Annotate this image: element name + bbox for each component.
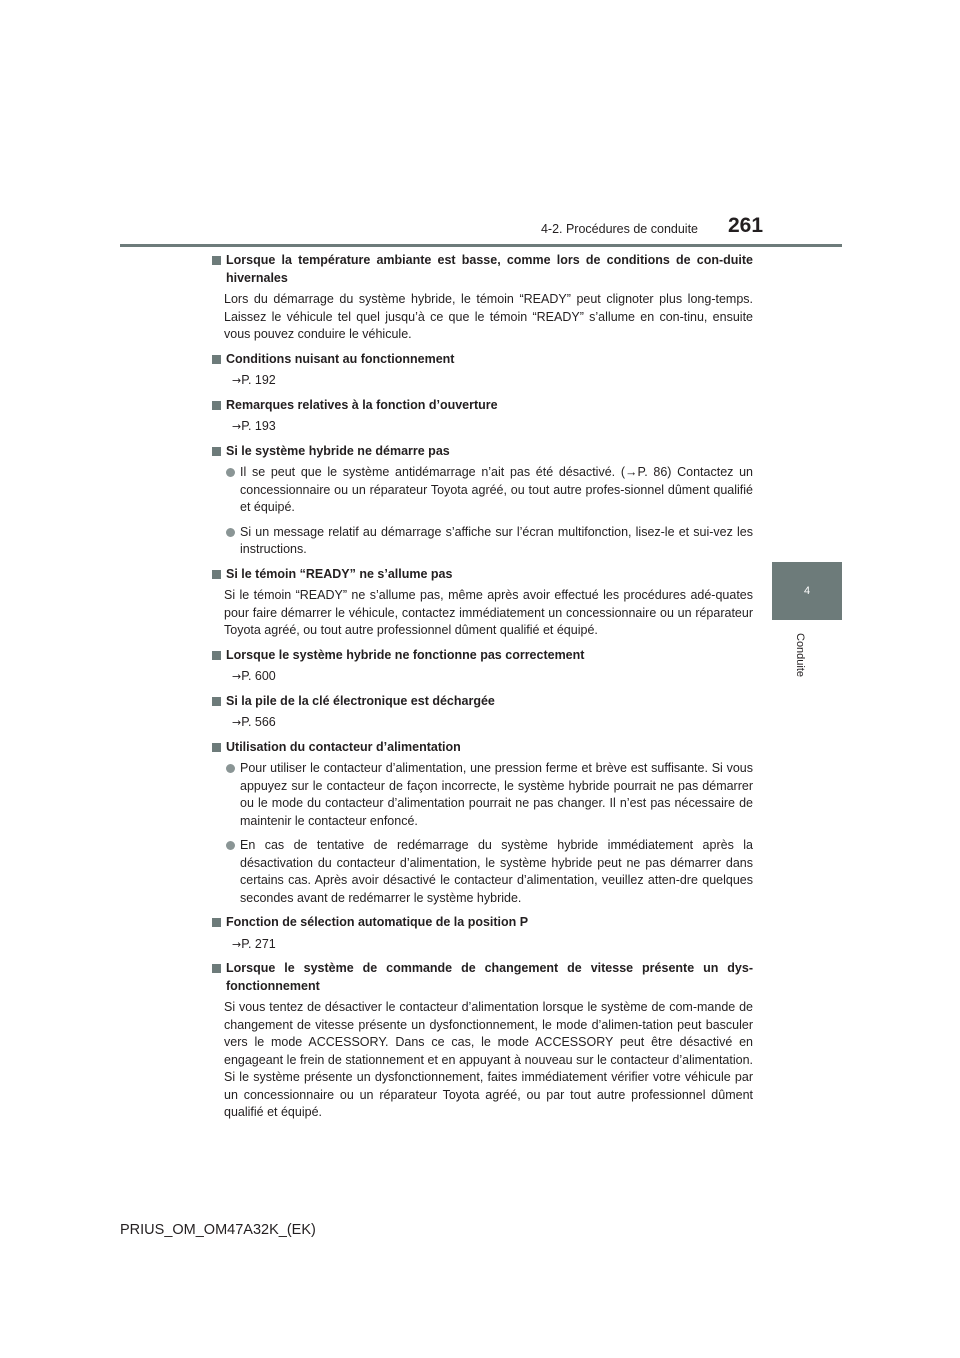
page-reference-link[interactable]: →P. 271: [232, 936, 276, 951]
section-paragraph: Lors du démarrage du système hybride, le témoin “READY” peut clignoter plus long-temps. Laissez le véhicule tel quel jusqu’à ce que le témoin “READY” s’allume en con-tinu, ensuite vous pouvez conduire le véhicule.: [224, 292, 753, 341]
square-bullet-icon: [212, 256, 221, 265]
section-opening-function: [210, 397, 753, 436]
section-hybrid-not-starting: [210, 443, 753, 559]
list-item: Si un message relatif au démarrage s’affiche sur l’écran multifonction, lisez-le et sui-vez les instructions.: [224, 524, 753, 559]
section-paragraph: Si vous tentez de désactiver le contacteur d’alimentation lorsque le système de com-mande de changement de vitesse présente un dysfonctionnement, le mode d’alimen-tation peut basculer vers le mode ACCESSORY. Dans ce cas, le mode ACCESSORY peut être désactivé en engageant le frein de stationnement et en appuyant à nouveau sur le contacteur d’alimentation. Si le système présente un dysfonctionnement, faites immédiatement vérifier votre véhicule par un concessionnaire ou un réparateur Toyota agréé, ou par tout autre professionnel dûment qualifié et équipé.: [224, 1000, 753, 1119]
section-heading: Lorsque la température ambiante est basse, comme lors de conditions de con-duite hivernales: [210, 252, 753, 287]
page-number: 261: [728, 214, 764, 237]
square-bullet-icon: [212, 964, 221, 973]
chapter-tab[interactable]: [772, 562, 842, 620]
section-hybrid-malfunction: [210, 647, 753, 686]
section-operating-conditions: [210, 351, 753, 390]
section-paragraph: Si le témoin “READY” ne s’allume pas, même après avoir effectué les procédures adé-quates pour faire démarrer le véhicule, contactez immédiatement un concessionnaire ou un réparateur Toyota agréé, ou tout autre professionnel dûment qualifié et équipé.: [224, 588, 753, 637]
circle-bullet-icon: [226, 528, 235, 537]
section-heading: Lorsque le système de commande de changement de vitesse présente un dys-fonctionnement: [210, 960, 753, 995]
section-heading: Conditions nuisant au fonctionnement: [210, 351, 753, 369]
square-bullet-icon: [212, 570, 221, 579]
section-cold-temperature: [210, 252, 753, 344]
section-ready-not-on: [210, 566, 753, 640]
section-heading: Si la pile de la clé électronique est déchargée: [210, 693, 753, 711]
section-heading: Utilisation du contacteur d’alimentation: [210, 739, 753, 757]
section-heading: Remarques relatives à la fonction d’ouverture: [210, 397, 753, 415]
arrow-right-icon: →: [232, 374, 242, 387]
section-power-switch-use: [210, 739, 753, 908]
arrow-right-icon: →: [232, 670, 242, 683]
arrow-right-icon: →: [232, 716, 242, 729]
square-bullet-icon: [212, 651, 221, 660]
square-bullet-icon: [212, 697, 221, 706]
document-code-footer: PRIUS_OM_OM47A32K_(EK): [120, 1222, 316, 1238]
page-reference-link[interactable]: →P. 192: [232, 373, 276, 387]
list-item: En cas de tentative de redémarrage du système hybride immédiatement après la désactivation du contacteur d’alimentation, le système hybride peut ne pas démarrer dans certains cas. Après avoir désactivé le contacteur d’alimentation, veuillez atten-dre quelques secondes avant de redémarrer le système hybride.: [224, 837, 753, 907]
header-divider: [120, 244, 842, 247]
section-key-battery: [210, 693, 753, 732]
section-heading: Si le système hybride ne démarre pas: [210, 443, 753, 461]
section-heading: Fonction de sélection automatique de la position P: [210, 914, 753, 932]
page-reference-link[interactable]: →P. 566: [232, 715, 276, 729]
section-heading: Si le témoin “READY” ne s’allume pas: [210, 566, 753, 584]
arrow-right-icon: →: [232, 937, 242, 951]
header-section-title: 4-2. Procédures de conduite: [540, 222, 698, 236]
circle-bullet-icon: [226, 841, 235, 850]
square-bullet-icon: [212, 447, 221, 456]
chapter-tab-label: Conduite: [794, 633, 806, 678]
square-bullet-icon: [212, 743, 221, 752]
circle-bullet-icon: [226, 468, 235, 477]
arrow-right-icon: →: [232, 420, 242, 433]
circle-bullet-icon: [226, 764, 235, 773]
page-reference-link[interactable]: →P. 600: [232, 669, 276, 683]
page-content: [210, 252, 753, 1129]
list-item: Il se peut que le système antidémarrage n’ait pas été désactivé. (→P. 86) Contactez un concessionnaire ou un réparateur Toyota agréé, ou tout autre profes-sionnel dûment qualifié et équipé.: [224, 464, 753, 517]
page-reference-link[interactable]: →P. 193: [232, 419, 276, 433]
list-item: Pour utiliser le contacteur d’alimentation, une pression ferme et brève est suffisante. Si vous appuyez sur le contacteur de façon incorrecte, le système hybride pourrait ne pas démarrer ou le mode du contacteur d’alimentation pourrait ne pas changer. Il n’est pas nécessaire de maintenir le contacteur enfoncé.: [224, 760, 753, 830]
square-bullet-icon: [212, 401, 221, 410]
section-heading: Lorsque le système hybride ne fonctionne pas correctement: [210, 647, 753, 665]
square-bullet-icon: [212, 355, 221, 364]
section-auto-p-position: [210, 914, 753, 953]
square-bullet-icon: [212, 918, 221, 927]
section-shift-malfunction: [210, 960, 753, 1122]
chapter-tab-number: 4: [803, 585, 811, 597]
